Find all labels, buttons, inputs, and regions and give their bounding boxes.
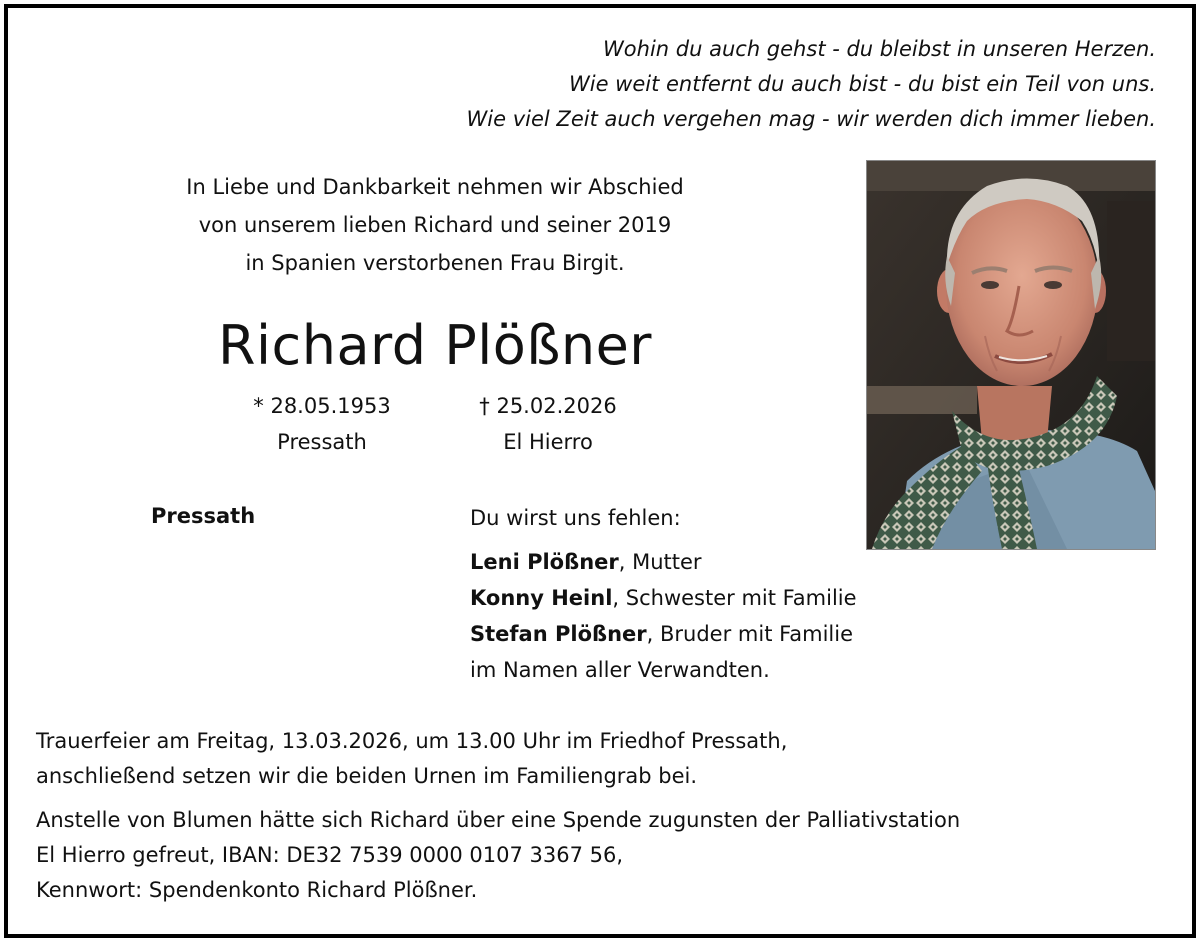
mourner-relation: , Bruder mit Familie: [646, 622, 854, 646]
birth-place: Pressath: [277, 430, 367, 454]
poem-line: Wie viel Zeit auch vergehen mag - wir werden dich immer lieben.: [466, 107, 1156, 131]
poem: [467, 32, 1156, 137]
residence-label: Pressath: [151, 504, 256, 528]
birth-info: [212, 388, 432, 460]
mourner-relation: , Schwester mit Familie: [612, 586, 857, 610]
intro-text: [110, 168, 760, 282]
death-place: El Hierro: [503, 430, 593, 454]
mourner-name: Stefan Plößner: [470, 622, 647, 646]
donation-line: El Hierro gefreut, IBAN: DE32 7539 0000 0107 3367 56,: [36, 843, 624, 867]
mourner-entry: [470, 580, 857, 616]
mourners-lead: Du wirst uns fehlen:: [470, 506, 681, 530]
service-line: anschließend setzen wir die beiden Urnen im Familiengrab bei.: [36, 764, 698, 788]
mourner-entry: [470, 616, 857, 652]
death-info: [438, 388, 658, 460]
intro-line: in Spanien verstorbenen Frau Birgit.: [245, 251, 625, 275]
mourner-entry: [470, 544, 857, 580]
intro-line: In Liebe und Dankbarkeit nehmen wir Abschied: [186, 175, 684, 199]
donation-info: [36, 803, 960, 908]
donation-line: Kennwort: Spendenkonto Richard Plößner.: [36, 878, 478, 902]
donation-line: Anstelle von Blumen hätte sich Richard über eine Spende zugunsten der Palliativstation: [36, 808, 961, 832]
death-date: † 25.02.2026: [479, 394, 617, 418]
mourners-block: [470, 500, 857, 688]
mourner-name: Konny Heinl: [470, 586, 613, 610]
poem-line: Wie weit entfernt du auch bist - du bist ein Teil von uns.: [568, 72, 1156, 96]
service-line: Trauerfeier am Freitag, 13.03.2026, um 13.00 Uhr im Friedhof Pressath,: [36, 729, 788, 753]
portrait-photo: [866, 160, 1156, 550]
birth-date: * 28.05.1953: [253, 394, 391, 418]
mourner-relation: , Mutter: [618, 550, 702, 574]
mourner-name: Leni Plößner: [470, 550, 619, 574]
mourners-closing: im Namen aller Verwandten.: [470, 658, 770, 682]
funeral-service-info: [36, 724, 787, 794]
portrait-illustration: [867, 161, 1155, 549]
intro-line: von unserem lieben Richard und seiner 2019: [198, 213, 672, 237]
deceased-name: Richard Plößner: [218, 314, 652, 377]
poem-line: Wohin du auch gehst - du bleibst in unseren Herzen.: [603, 37, 1156, 61]
